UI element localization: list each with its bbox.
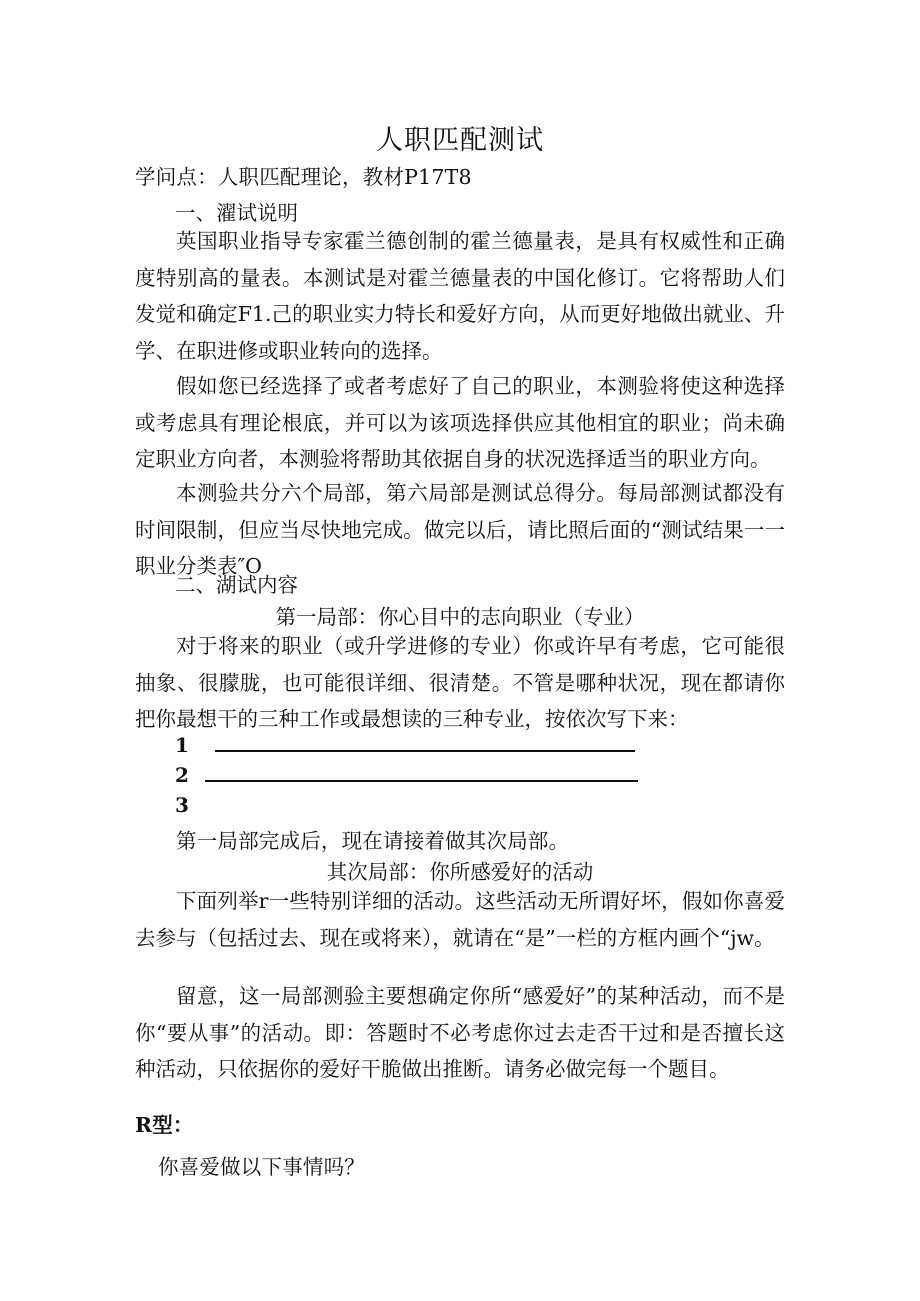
answer-rule xyxy=(205,780,638,782)
document-title: 人职匹配测试 xyxy=(376,125,544,156)
answer-number: 2 xyxy=(175,763,189,787)
r-type-label: R型： xyxy=(135,1113,194,1137)
part1-done: 第一局部完成后，现在请接着做其次局部。 xyxy=(176,829,570,853)
section-heading-content: 二、湖试内容 xyxy=(175,573,298,597)
paragraph-purpose: 假如您已经选择了或者考虑好了自己的职业，本测验将使这种选择或考虑具有理论根底，并可以为该项选择供应其他相宜的职业；尚未确定职业方向者，本测验将帮助其依据自身的状况选择适当的职业方向。 xyxy=(135,374,785,471)
part2-heading: 其次局部：你所感爱好的活动 xyxy=(326,860,594,884)
section-heading-instructions: 一、濯试说明 xyxy=(175,201,298,225)
knowledge-point: 学问点：人职匹配理论，教材P17T8 xyxy=(135,165,472,189)
paragraph-part2-intro: 下面列举r一些特别详细的活动。这些活动无所谓好坏，假如你喜爱去参与（包括过去、现在或将来），就请在“是”一栏的方框内画个“jw。 xyxy=(135,889,785,950)
answer-line-3[interactable] xyxy=(175,788,645,822)
answer-line-1[interactable] xyxy=(175,728,645,762)
question-prompt: 你喜爱做以下事情吗？ xyxy=(158,1155,365,1179)
answer-number: 3 xyxy=(175,793,189,817)
paragraph-part2-note: 留意，这一局部测验主要想确定你所“感爱好”的某种活动，而不是你“要从事”的活动。即：答题时不必考虑你过去走否干过和是否擅长这种活动，只依据你的爱好干脆做出推断。请务必做完每一个题目。 xyxy=(135,984,785,1081)
part1-heading: 第一局部：你心目中的志向职业（专业） xyxy=(275,605,645,629)
answer-line-2[interactable] xyxy=(175,758,645,792)
answer-number: 1 xyxy=(175,733,189,757)
answer-rule xyxy=(215,750,635,752)
paragraph-part1: 对于将来的职业（或升学进修的专业）你或许早有考虑，它可能很抽象、很朦胧，也可能很详细、很清楚。不管是哪种状况，现在都请你把你最想干的三种工作或最想读的三种专业，按依次写下来： xyxy=(135,634,785,731)
paragraph-structure: 本测验共分六个局部，第六局部是测试总得分。每局部测试都没有时间限制，但应当尽快地完成。做完以后，请比照后面的“测试结果一一职业分类表″O xyxy=(135,481,785,578)
paragraph-intro: 英国职业指导专家霍兰德创制的霍兰德量表，是具有权威性和正确度特别高的量表。本测试是对霍兰德量表的中国化修订。它将帮助人们发觉和确定F1.己的职业实力特长和爱好方向，从而更好地做出就业、升学、在职进修或职业转向的选择。 xyxy=(135,229,785,363)
